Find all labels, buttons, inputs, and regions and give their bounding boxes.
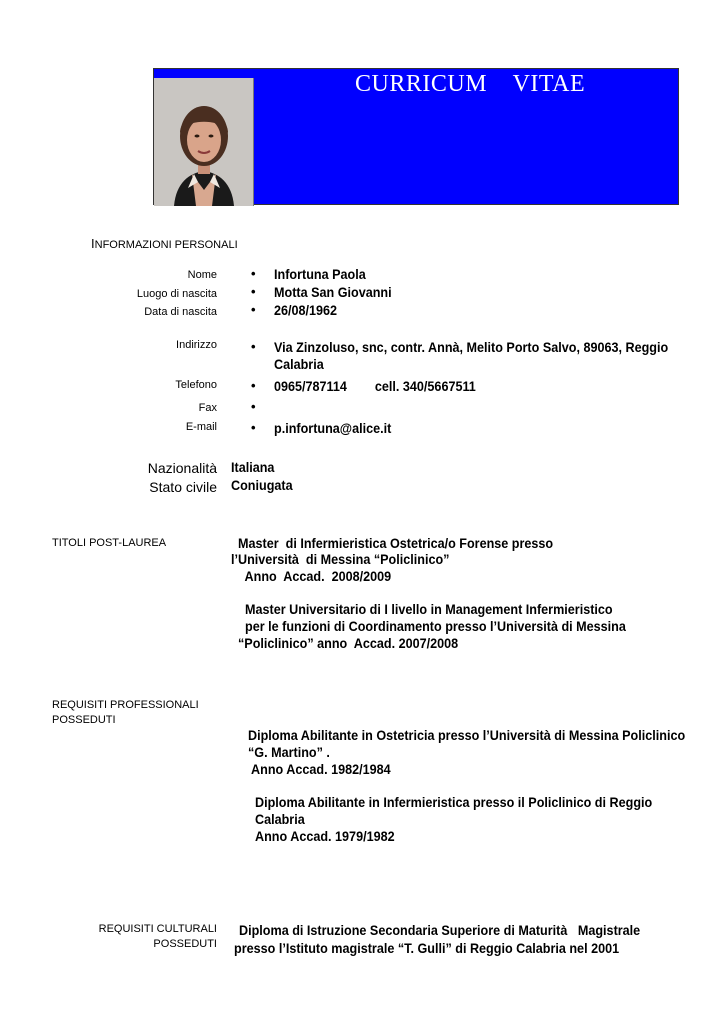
luogo-nascita-value: Motta San Giovanni xyxy=(274,284,392,300)
luogo-nascita-label: Luogo di nascita xyxy=(136,288,217,300)
requisiti-culturali-line: presso l’Istituto magistrale “T. Gulli” di Reggio Calabria nel 2001 xyxy=(234,940,620,956)
requisiti-professionali-line: Diploma Abilitante in Ostetricia presso l’Università di Messina Policlinico xyxy=(248,727,686,743)
stato-civile-label: Stato civile xyxy=(149,479,217,495)
titoli-line: per le funzioni di Coordinamento presso l’Università di Messina xyxy=(231,618,626,634)
indirizzo-label: Indirizzo xyxy=(176,339,217,351)
indirizzo-value-line2: Calabria xyxy=(274,356,324,372)
bullet-icon: • xyxy=(251,266,256,281)
bullet-icon: • xyxy=(251,420,256,435)
titoli-line: “Policlinico” anno Accad. 2007/2008 xyxy=(231,635,459,651)
requisiti-professionali-line: Anno Accad. 1982/1984 xyxy=(248,761,391,777)
titoli-line: Master di Infermieristica Ostetrica/o Forense presso xyxy=(231,535,554,551)
requisiti-culturali-line: Diploma di Istruzione Secondaria Superiore di Maturità Magistrale xyxy=(232,922,641,938)
portrait-image xyxy=(154,78,253,206)
stato-civile-value: Coniugata xyxy=(231,477,293,493)
bullet-icon: • xyxy=(251,399,256,414)
requisiti-professionali-line: Diploma Abilitante in Infermieristica presso il Policlinico di Reggio xyxy=(255,794,653,810)
header-banner xyxy=(153,68,679,205)
titoli-section-label: TITOLI POST-LAUREA xyxy=(52,537,167,549)
bullet-icon: • xyxy=(251,339,256,354)
page-title: CURRICUM VITAE xyxy=(355,71,586,97)
titoli-line: Master Universitario di I livello in Management Infermieristico xyxy=(231,601,613,617)
email-value[interactable]: p.infortuna@alice.it xyxy=(274,420,392,436)
bullet-icon: • xyxy=(251,284,256,299)
nome-value: Infortuna Paola xyxy=(274,266,366,282)
data-nascita-value: 26/08/1962 xyxy=(274,302,338,318)
fax-label: Fax xyxy=(198,402,217,414)
email-label: E-mail xyxy=(185,421,217,433)
indirizzo-value: Via Zinzoluso, snc, contr. Annà, Melito Porto Salvo, 89063, Reggio xyxy=(274,339,669,355)
requisiti-professionali-line: Anno Accad. 1979/1982 xyxy=(255,828,395,844)
bullet-icon: • xyxy=(251,302,256,317)
personal-info-section-label: INFORMAZIONI PERSONALI xyxy=(91,236,238,251)
titoli-line: Anno Accad. 2008/2009 xyxy=(231,568,392,584)
requisiti-professionali-line: “G. Martino” . xyxy=(248,744,330,760)
data-nascita-label: Data di nascita xyxy=(144,306,217,318)
nazionalita-value: Italiana xyxy=(231,459,275,475)
bullet-icon: • xyxy=(251,378,256,393)
requisiti-culturali-label: REQUISITI CULTURALI POSSEDUTI xyxy=(98,923,217,950)
telefono-label: Telefono xyxy=(175,379,217,391)
nazionalita-label: Nazionalità xyxy=(147,460,217,476)
nome-label: Nome xyxy=(187,269,217,281)
requisiti-professionali-line: Calabria xyxy=(255,811,305,827)
requisiti-professionali-label: REQUISITI PROFESSIONALI POSSEDUTI xyxy=(52,699,199,726)
profile-photo xyxy=(154,78,254,206)
telefono-value: 0965/787114 cell. 340/5667511 xyxy=(274,378,476,394)
titoli-line: l’Università di Messina “Policlinico” xyxy=(231,551,450,567)
